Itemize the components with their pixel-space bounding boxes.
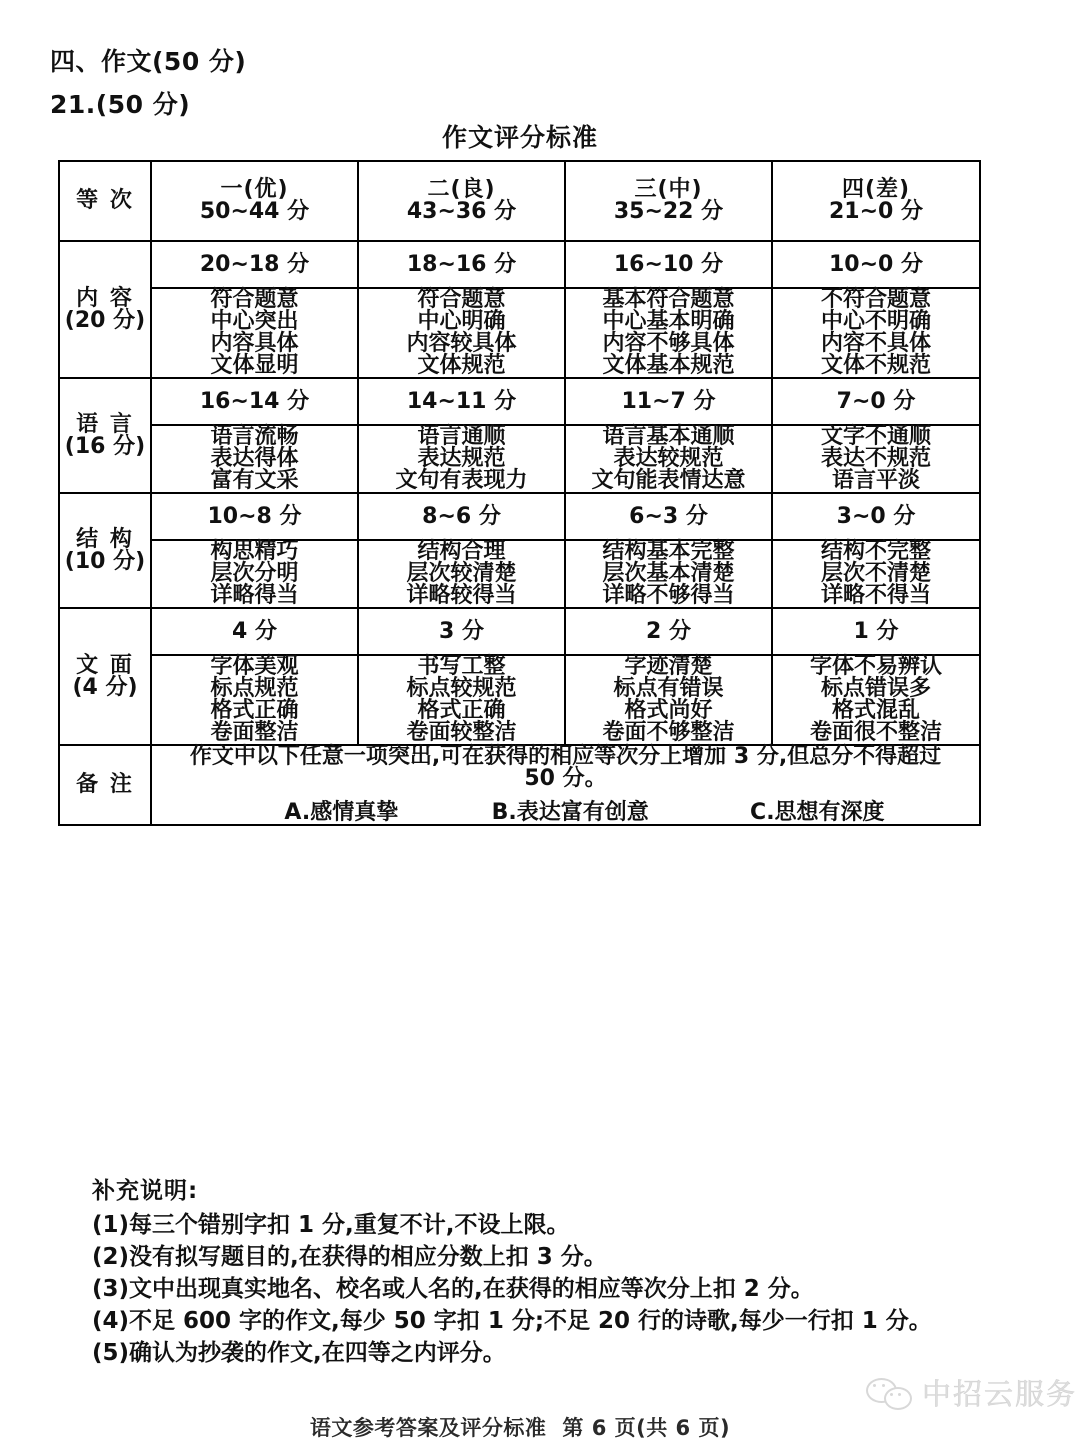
criteria-line: 文体显明 — [210, 353, 299, 378]
score-cell: 7~0 分 — [772, 378, 980, 425]
criteria-line: 字迹清楚 — [624, 654, 713, 679]
criteria-line: 语言通顺 — [417, 424, 506, 449]
notes-content — [151, 745, 980, 825]
criteria-line: 符合题意 — [210, 287, 299, 312]
criteria-line: 文句有表现力 — [395, 468, 528, 493]
supplementary-item: (4)不足 600 字的作文,每少 50 字扣 1 分;不足 20 行的诗歌,每少一行扣 1 分。 — [92, 1308, 932, 1334]
score-cell: 8~6 分 — [358, 493, 565, 540]
notes-options — [152, 802, 979, 824]
score-cell: 16~14 分 — [151, 378, 358, 425]
criteria-row-presentation — [59, 655, 980, 745]
criteria-line: 语言平淡 — [831, 468, 920, 493]
notes-option-b: B.表达富有创意 — [491, 800, 649, 825]
criteria-cell — [772, 540, 980, 608]
criteria-line: 卷面较整洁 — [406, 720, 517, 745]
section-heading: 四、作文(50 分) — [50, 47, 247, 76]
grade-name: 三(中) — [634, 177, 703, 202]
grade-header-3 — [565, 161, 772, 241]
criteria-line: 标点错误多 — [820, 676, 931, 701]
score-row-structure — [59, 493, 980, 540]
criteria-line: 层次不清楚 — [820, 561, 931, 586]
supplementary-title: 补充说明: — [92, 1178, 199, 1204]
criteria-line: 卷面很不整洁 — [809, 720, 942, 745]
section-label-sub: (4 分) — [72, 674, 138, 700]
notes-row — [59, 745, 980, 825]
criteria-cell — [772, 655, 980, 745]
criteria-line: 格式混乱 — [831, 698, 920, 723]
criteria-cell — [358, 425, 565, 493]
header-label-cell: 等 次 — [59, 161, 151, 241]
bubble-dot — [890, 1393, 893, 1396]
criteria-line: 结构不完整 — [820, 539, 931, 564]
bubble-dot — [873, 1384, 876, 1387]
section-label-language — [59, 378, 151, 493]
criteria-line: 文句能表情达意 — [591, 468, 746, 493]
score-cell: 6~3 分 — [565, 493, 772, 540]
criteria-line: 语言流畅 — [210, 424, 299, 449]
score-cell: 3~0 分 — [772, 493, 980, 540]
criteria-line: 层次分明 — [210, 561, 299, 586]
criteria-line: 字体不易辨认 — [809, 654, 942, 679]
criteria-cell — [358, 655, 565, 745]
bubble-dot — [882, 1384, 885, 1387]
notes-line-1: 作文中以下任意一项突出,可在获得的相应等次分上增加 3 分,但总分不得超过 — [189, 744, 942, 769]
criteria-line: 标点较规范 — [406, 676, 517, 701]
criteria-cell — [358, 540, 565, 608]
criteria-cell — [151, 288, 358, 378]
criteria-cell — [565, 655, 772, 745]
grade-range: 21~0 分 — [828, 199, 924, 224]
criteria-line: 表达较规范 — [613, 446, 724, 471]
section-label-main: 语 言 — [76, 411, 134, 437]
criteria-cell — [151, 425, 358, 493]
score-cell: 2 分 — [565, 608, 772, 655]
section-label-presentation — [59, 608, 151, 745]
grade-range: 35~22 分 — [613, 199, 724, 224]
criteria-row-structure — [59, 540, 980, 608]
criteria-line: 标点有错误 — [613, 676, 724, 701]
score-cell: 10~0 分 — [772, 241, 980, 288]
criteria-line: 内容较具体 — [406, 331, 517, 356]
notes-label: 备 注 — [59, 745, 151, 825]
section-label-content — [59, 241, 151, 378]
criteria-line: 字体美观 — [210, 654, 299, 679]
criteria-line: 中心明确 — [417, 309, 506, 334]
criteria-row-language — [59, 425, 980, 493]
section-label-sub: (10 分) — [64, 548, 146, 574]
criteria-cell — [151, 540, 358, 608]
notes-option-a: A.感情真挚 — [284, 800, 399, 825]
section-label-main: 内 容 — [76, 285, 134, 311]
notes-line-2: 50 分。 — [524, 766, 607, 791]
criteria-line: 详略得当 — [210, 583, 299, 608]
grade-header-2 — [358, 161, 565, 241]
section-label-structure — [59, 493, 151, 608]
criteria-cell — [565, 425, 772, 493]
criteria-line: 详略不得当 — [820, 583, 931, 608]
section-label-sub: (16 分) — [64, 433, 146, 459]
section-label-sub: (20 分) — [64, 307, 146, 333]
criteria-line: 卷面不够整洁 — [602, 720, 735, 745]
score-cell: 16~10 分 — [565, 241, 772, 288]
criteria-cell — [772, 425, 980, 493]
criteria-line: 基本符合题意 — [602, 287, 735, 312]
criteria-line: 结构基本完整 — [602, 539, 735, 564]
criteria-line: 格式尚好 — [624, 698, 713, 723]
criteria-line: 详略较得当 — [406, 583, 517, 608]
criteria-line: 文体不规范 — [820, 353, 931, 378]
table-header-row — [59, 161, 980, 241]
score-row-language — [59, 378, 980, 425]
watermark — [866, 1372, 1077, 1413]
criteria-cell — [151, 655, 358, 745]
criteria-line: 文字不通顺 — [820, 424, 931, 449]
criteria-line: 卷面整洁 — [210, 720, 299, 745]
criteria-line: 表达规范 — [417, 446, 506, 471]
score-cell: 10~8 分 — [151, 493, 358, 540]
criteria-line: 内容不够具体 — [602, 331, 735, 356]
section-label-main: 结 构 — [76, 526, 134, 552]
watermark-brand: 中招云服务 — [922, 1377, 1078, 1411]
criteria-line: 构思精巧 — [210, 539, 299, 564]
chat-bubble-small — [884, 1387, 912, 1410]
criteria-line: 文体基本规范 — [602, 353, 735, 378]
criteria-line: 中心不明确 — [820, 309, 931, 334]
grade-header-4 — [772, 161, 980, 241]
grade-header-1 — [151, 161, 358, 241]
criteria-line: 标点规范 — [210, 676, 299, 701]
criteria-line: 中心基本明确 — [602, 309, 735, 334]
score-cell: 11~7 分 — [565, 378, 772, 425]
criteria-cell — [358, 288, 565, 378]
wechat-icon — [866, 1375, 912, 1411]
score-row-content — [59, 241, 980, 288]
criteria-line: 书写工整 — [417, 654, 506, 679]
criteria-line: 富有文采 — [210, 468, 299, 493]
criteria-line: 不符合题意 — [820, 287, 931, 312]
supplementary-item: (2)没有拟写题目的,在获得的相应分数上扣 3 分。 — [92, 1244, 607, 1270]
criteria-line: 层次较清楚 — [406, 561, 517, 586]
section-label-main: 文 面 — [76, 652, 134, 678]
table-title: 作文评分标准 — [441, 123, 598, 152]
rubric-table — [58, 160, 981, 826]
criteria-cell — [565, 540, 772, 608]
score-cell: 14~11 分 — [358, 378, 565, 425]
score-cell: 20~18 分 — [151, 241, 358, 288]
criteria-line: 符合题意 — [417, 287, 506, 312]
score-cell: 3 分 — [358, 608, 565, 655]
criteria-line: 格式正确 — [417, 698, 506, 723]
supplementary-item: (3)文中出现真实地名、校名或人名的,在获得的相应等次分上扣 2 分。 — [92, 1276, 814, 1302]
page-footer — [0, 1412, 1040, 1442]
score-row-presentation — [59, 608, 980, 655]
footer-title: 语文参考答案及评分标准 — [309, 1416, 547, 1440]
supplementary-item: (1)每三个错别字扣 1 分,重复不计,不设上限。 — [92, 1212, 570, 1238]
supplementary-item: (5)确认为抄袭的作文,在四等之内评分。 — [92, 1340, 506, 1366]
criteria-line: 格式正确 — [210, 698, 299, 723]
grade-range: 50~44 分 — [199, 199, 310, 224]
criteria-line: 层次基本清楚 — [602, 561, 735, 586]
criteria-cell — [772, 288, 980, 378]
grade-name: 二(良) — [427, 177, 496, 202]
criteria-line: 结构合理 — [417, 539, 506, 564]
criteria-line: 中心突出 — [210, 309, 299, 334]
rubric-table-wrapper — [58, 160, 980, 826]
question-number: 21.(50 分) — [50, 90, 191, 119]
criteria-line: 内容具体 — [210, 331, 299, 356]
criteria-line: 内容不具体 — [820, 331, 931, 356]
criteria-line: 表达得体 — [210, 446, 299, 471]
supplementary-notes — [92, 1180, 992, 1374]
criteria-line: 文体规范 — [417, 353, 506, 378]
criteria-line: 详略不够得当 — [602, 583, 735, 608]
footer-page-number: 第 6 页(共 6 页) — [562, 1416, 731, 1440]
criteria-line: 表达不规范 — [820, 446, 931, 471]
grade-name: 一(优) — [220, 177, 289, 202]
score-cell: 1 分 — [772, 608, 980, 655]
grade-range: 43~36 分 — [406, 199, 517, 224]
grade-name: 四(差) — [841, 177, 911, 202]
score-cell: 4 分 — [151, 608, 358, 655]
notes-option-c: C.思想有深度 — [750, 800, 885, 825]
score-cell: 18~16 分 — [358, 241, 565, 288]
bubble-dot — [898, 1393, 901, 1396]
criteria-line: 语言基本通顺 — [602, 424, 735, 449]
criteria-row-content — [59, 288, 980, 378]
criteria-cell — [565, 288, 772, 378]
